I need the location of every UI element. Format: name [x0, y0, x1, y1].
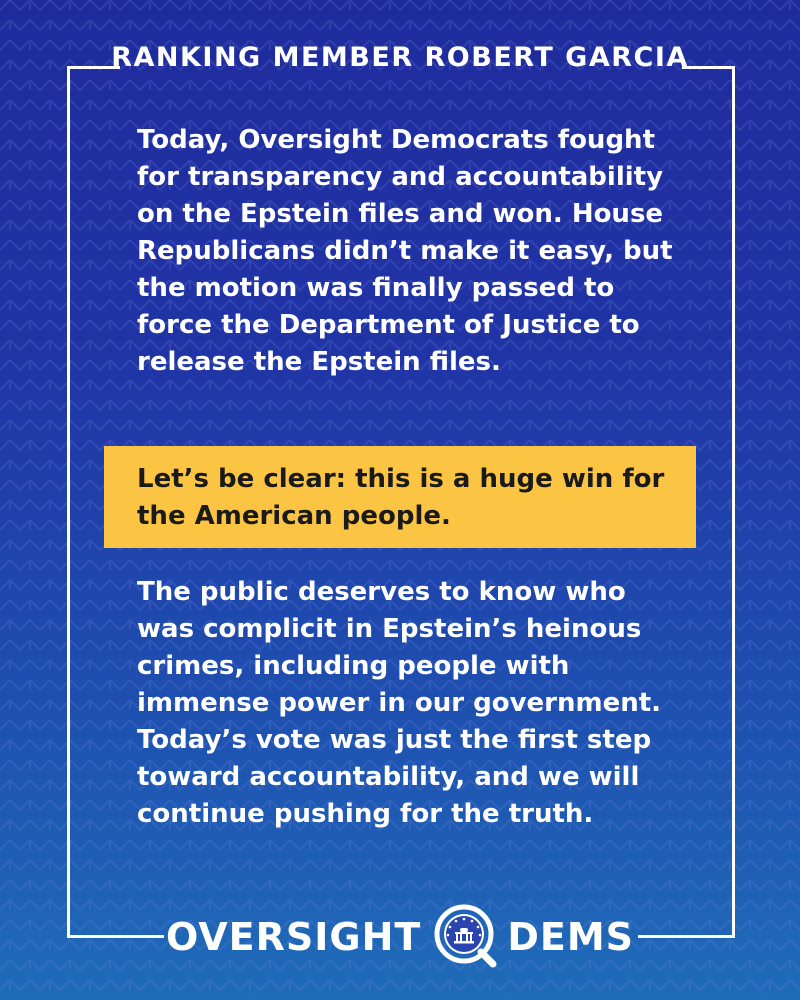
- logo-right-word: DEMS: [507, 915, 635, 959]
- highlight-text: Let’s be clear: this is a huge win for the American people.: [137, 464, 665, 531]
- highlight-box: [104, 446, 696, 548]
- frame-right: [732, 66, 735, 938]
- magnifier-capitol-icon: [431, 902, 501, 972]
- frame-left: [67, 66, 70, 938]
- logo-left-word: OVERSIGHT: [165, 915, 422, 959]
- oversight-dems-logo: [0, 902, 800, 972]
- paragraph-intro: Today, Oversight Democrats fought for transparency and accountability on the Epstein files and won. House Republicans didn’t make it easy, but the motion was finally passed to force the Department of Justice to release the Epstein files.: [137, 125, 673, 377]
- page-title: RANKING MEMBER ROBERT GARCIA: [111, 42, 689, 73]
- paragraph-closing: The public deserves to know who was complicit in Epstein’s heinous crimes, including people with immense power in our government. Today’s vote was just the first step toward accountability, and we will continue pushing for the truth.: [137, 577, 662, 829]
